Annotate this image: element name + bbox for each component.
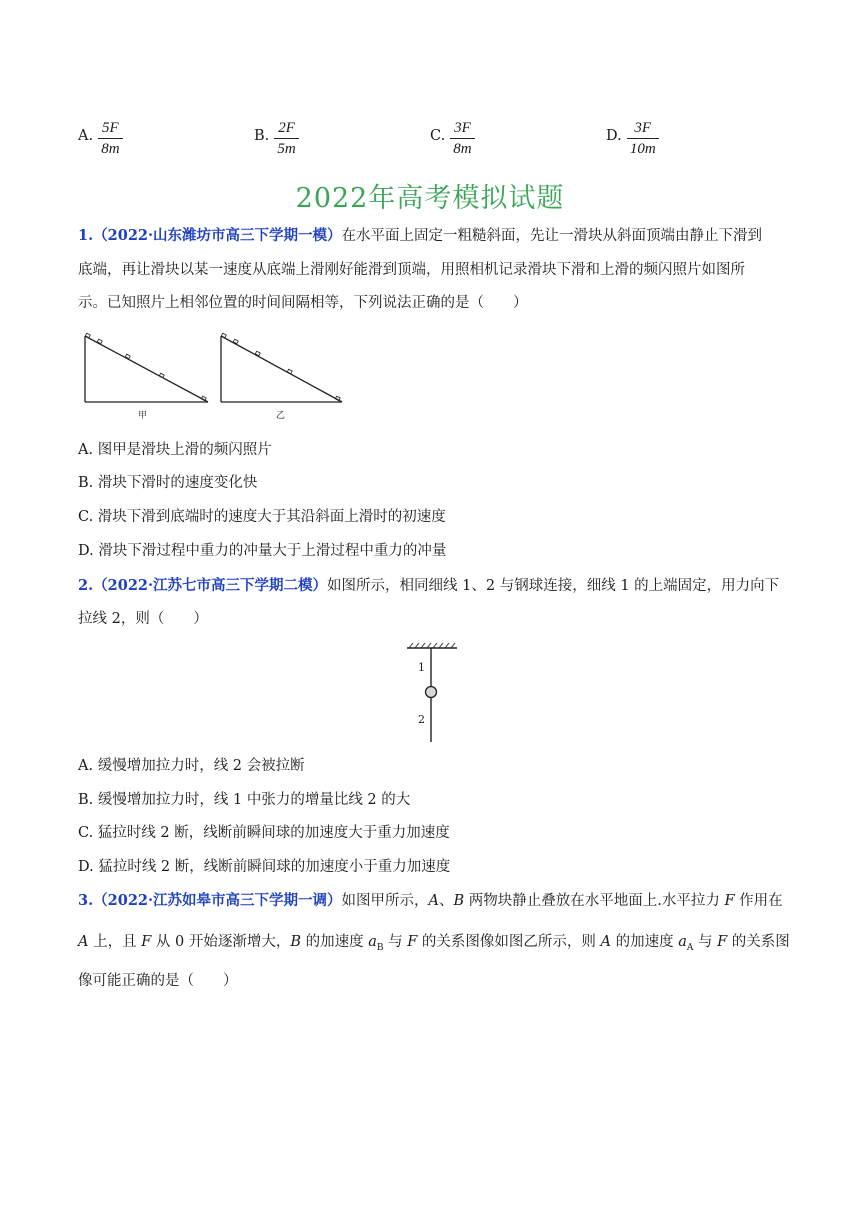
section-title: 2022年高考模拟试题	[295, 183, 565, 214]
question-1-option-d: D. 滑块下滑过程中重力的冲量大于上滑过程中重力的冲量	[78, 543, 447, 559]
fraction-numerator: 5F	[98, 118, 122, 139]
fraction-numerator: 2F	[274, 118, 298, 139]
top-option-a	[78, 118, 123, 159]
option-label: D.	[606, 128, 622, 144]
question-2-source: 2.（2022·江苏七市高三下学期二模）	[78, 577, 328, 594]
question-2-option-b: B. 缓慢增加拉力时，线 1 中张力的增量比线 2 的大	[78, 792, 411, 808]
top-option-d	[606, 118, 659, 159]
question-1-line-1	[78, 224, 762, 245]
figure-label-jia: 甲	[138, 411, 148, 421]
question-3-text: 与	[693, 934, 718, 950]
question-3-source: 3.（2022·江苏如皋市高三下学期一调）	[78, 892, 342, 909]
thread-label-2: 2	[418, 713, 425, 726]
question-3-text: 的关系图像如图乙所示，则	[417, 934, 601, 950]
thread-label-1: 1	[418, 661, 425, 674]
fraction	[450, 118, 474, 159]
incline-right	[221, 333, 342, 402]
incline-figure	[80, 330, 350, 422]
question-3-text: 作用在	[734, 893, 783, 909]
variable-A: A	[600, 934, 611, 950]
top-option-c	[430, 118, 475, 159]
variable-A: A	[428, 893, 440, 909]
question-1-option-b: B. 滑块下滑时的速度变化快	[78, 475, 258, 491]
question-1-option-c: C. 滑块下滑到底端时的速度大于其沿斜面上滑时的初速度	[78, 509, 446, 525]
question-3-text: 从 0 开始逐渐增大，	[151, 934, 291, 950]
variable-B: B	[453, 893, 465, 909]
question-2-option-a: A. 缓慢增加拉力时，线 2 会被拉断	[78, 758, 305, 774]
question-3-line-2	[78, 930, 790, 953]
incline-left	[85, 333, 208, 402]
variable-B: B	[290, 934, 301, 950]
fraction	[627, 118, 659, 159]
fraction	[274, 118, 298, 159]
variable-F: F	[724, 893, 735, 909]
variable-a: a	[368, 934, 377, 950]
fraction-denominator: 5m	[277, 141, 296, 157]
question-3-text: 两物块静止叠放在水平地面上.水平拉力	[464, 893, 725, 909]
question-2-text-1: 如图所示，相同细线 1、2 与钢球连接，细线 1 的上端固定，用力向下	[327, 578, 780, 594]
question-3-text: 的加速度	[610, 934, 679, 950]
option-label: A.	[78, 128, 94, 144]
variable-A: A	[78, 934, 89, 950]
question-1-line-3: 示。已知照片上相邻位置的时间间隔相等，下列说法正确的是（ ）	[78, 295, 528, 311]
question-2-option-d: D. 猛拉时线 2 断，线断前瞬间球的加速度小于重力加速度	[78, 859, 451, 875]
fraction	[98, 118, 122, 159]
question-2-option-c: C. 猛拉时线 2 断，线断前瞬间球的加速度大于重力加速度	[78, 825, 450, 841]
question-2-line-2: 拉线 2，则（ ）	[78, 611, 208, 627]
question-1-line-2: 底端，再让滑块以某一速度从底端上滑刚好能滑到顶端，用照相机记录滑块下滑和上滑的频闪照片如图所	[78, 262, 745, 278]
figure-label-yi: 乙	[276, 411, 286, 421]
subscript-A: A	[686, 942, 694, 953]
question-2-line-1	[78, 574, 779, 595]
fraction-numerator: 3F	[450, 118, 474, 139]
option-label: B.	[254, 128, 270, 144]
separator: 、	[439, 893, 454, 909]
question-1-option-a: A. 图甲是滑块上滑的频闪照片	[78, 442, 272, 458]
question-3-line-3: 像可能正确的是（ ）	[78, 973, 238, 989]
fraction-denominator: 10m	[629, 141, 656, 157]
question-1-text-1: 在水平面上固定一粗糙斜面，先让一滑块从斜面顶端由静止下滑到	[341, 228, 763, 244]
question-3-text: 的加速度	[300, 934, 369, 950]
fraction-denominator: 8m	[453, 141, 472, 157]
question-3-line-1	[78, 889, 783, 910]
variable-F: F	[717, 934, 728, 950]
fraction-denominator: 8m	[101, 141, 120, 157]
question-3-text: 与	[383, 934, 408, 950]
fraction-numerator: 3F	[627, 118, 659, 139]
option-label: C.	[430, 128, 446, 144]
question-1-source: 1.（2022·山东潍坊市高三下学期一模）	[78, 227, 342, 244]
question-3-text: 的关系图	[727, 934, 790, 950]
pendulum-figure	[395, 642, 465, 744]
subscript-B: B	[376, 942, 384, 953]
variable-F: F	[407, 934, 418, 950]
top-option-b	[254, 118, 299, 159]
question-3-text: 如图甲所示，	[341, 893, 429, 909]
variable-a: a	[678, 934, 687, 950]
question-3-text: 上，且	[88, 934, 142, 950]
variable-F: F	[141, 934, 152, 950]
